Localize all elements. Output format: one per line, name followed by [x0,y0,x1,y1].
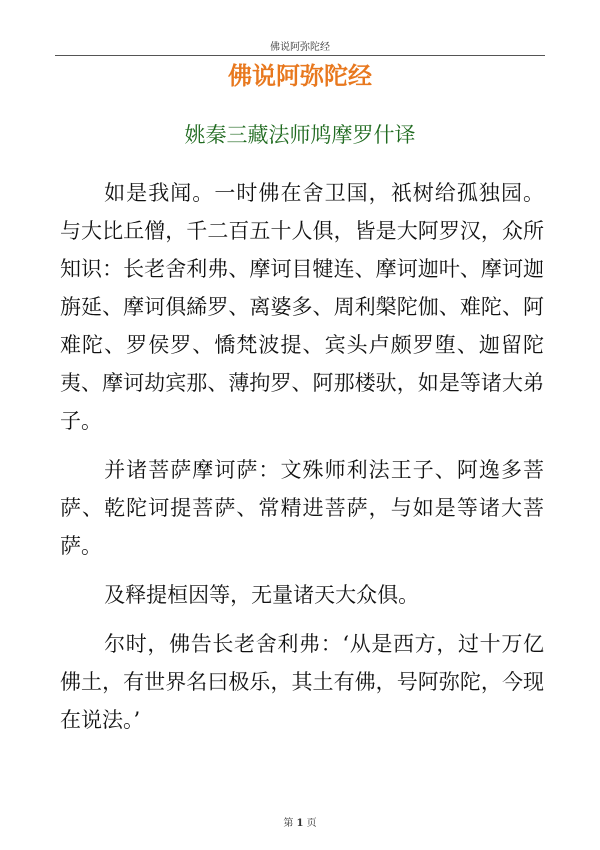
running-header: 佛说阿弥陀经 [270,42,330,53]
paragraph-1: 如是我闻。一时佛在舍卫国，祇树给孤独园。与大比丘僧，千二百五十人俱，皆是大阿罗汉，众所知识：长老舍利弗、摩诃目犍连、摩诃迦叶、摩诃迦旃延、摩诃俱絺罗、离婆多、周利槃陀伽、难陀、阿难陀、罗侯罗、憍梵波提、宾头卢颇罗堕、迦留陀夷、摩诃劫宾那、薄拘罗、阿那楼驮，如是等诸大弟子。 [60,181,544,433]
page-number-footer [0,814,600,829]
document-title: 佛说阿弥陀经 [228,62,372,90]
page-number-suffix: 页 [306,818,317,829]
page-number-prefix: 第 [283,818,294,829]
paragraph-4: 尔时，佛告长老舍利弗：‘从是西方，过十万亿佛土，有世界名曰极乐，其土有佛，号阿弥陀，今现在说法。’ [60,632,544,732]
document-subtitle: 姚秦三藏法师鸠摩罗什译 [184,123,416,147]
paragraph-3: 及释提桓因等，无量诸天大众俱。 [104,583,420,607]
page-number: 1 [296,818,304,829]
document-body [60,174,544,739]
paragraph-2: 并诸菩萨摩诃萨：文殊师利法王子、阿逸多菩萨、乾陀诃提菩萨、常精进菩萨，与如是等诸大菩萨。 [60,458,544,558]
header-divider [55,55,545,56]
